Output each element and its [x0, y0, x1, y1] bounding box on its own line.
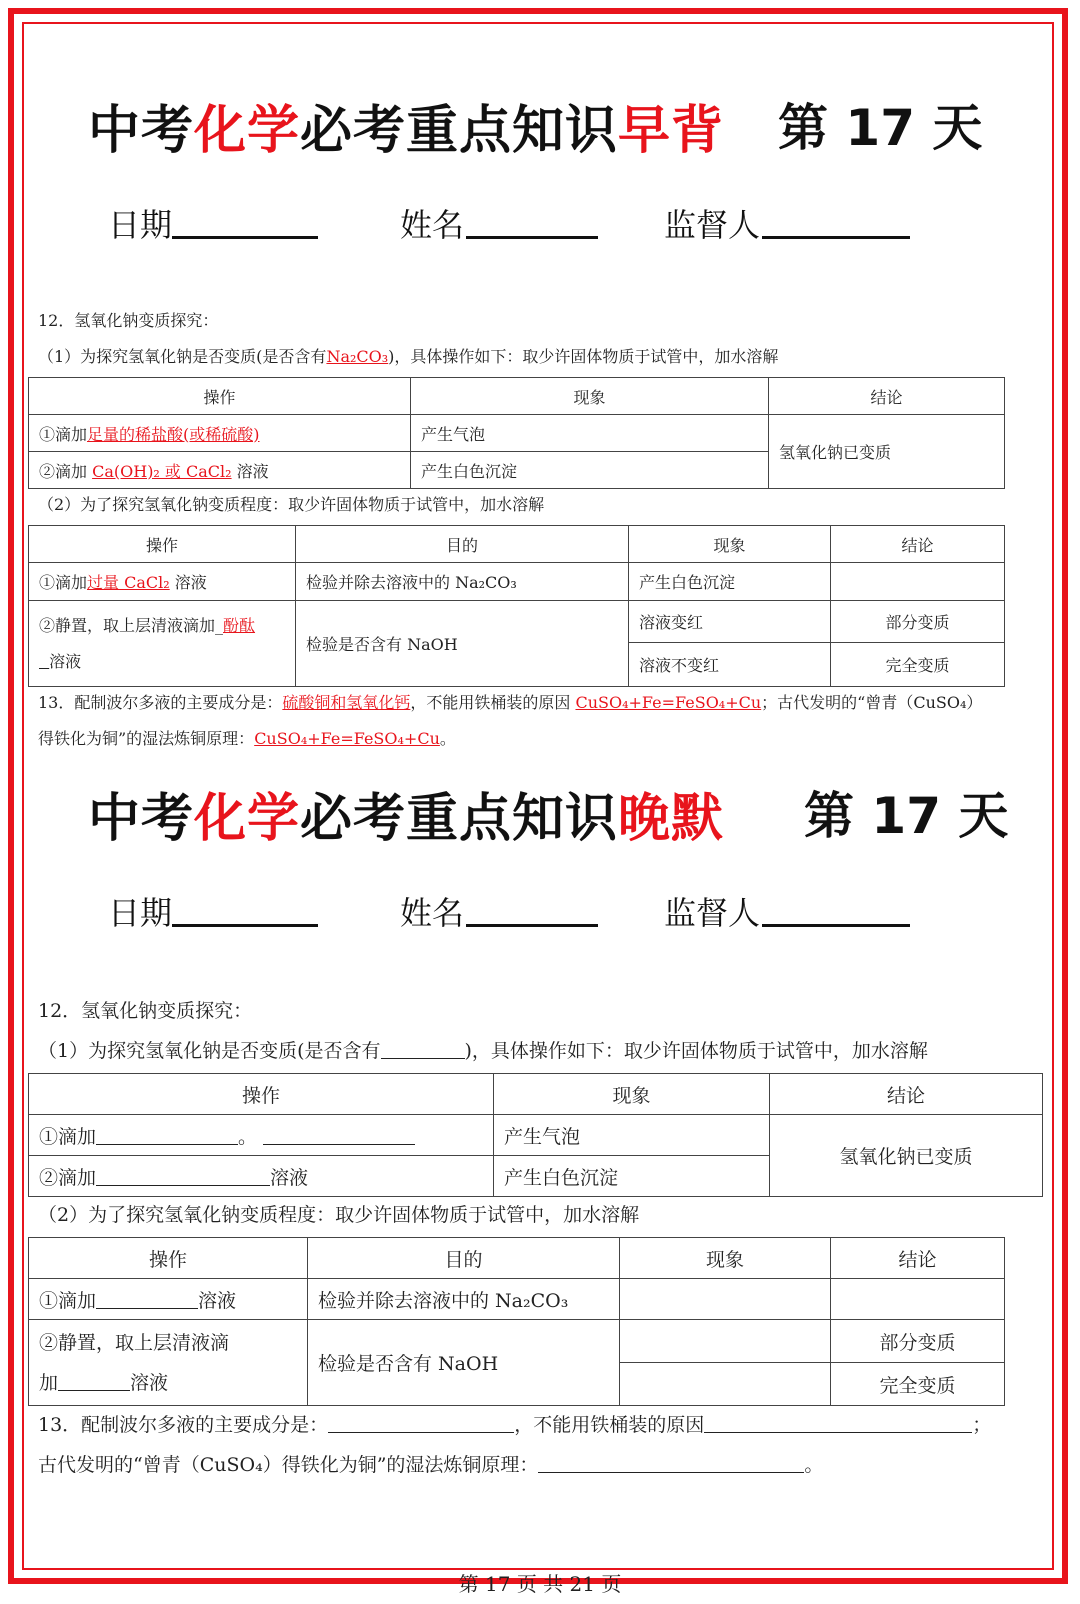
conclusion-cell[interactable] — [831, 1279, 1005, 1320]
effect-cell: 溶液变红 — [629, 601, 831, 643]
conclusion-cell: 氢氧化钠已变质 — [769, 415, 1005, 489]
operation-cell — [29, 1279, 308, 1320]
text: ②滴加 — [39, 1166, 97, 1189]
q12-part2-blank: （2）为了探究氢氧化钠变质程度：取少许固体物质于试管中，加水溶解 — [38, 1204, 640, 1226]
text: （1）为探究氢氧化钠是否变质(是否含有 — [38, 347, 327, 366]
q13-line2 — [38, 726, 456, 749]
date-line[interactable] — [172, 236, 318, 239]
title-part: 中考 — [88, 101, 195, 161]
operation-cell — [29, 415, 411, 452]
purpose-cell: 检验并除去溶液中的 Na₂CO₃ — [308, 1279, 620, 1320]
title-part-red: 晚默 — [618, 789, 725, 849]
q12-heading-blank: 12．氢氧化钠变质探究： — [38, 1000, 253, 1022]
fill-blank[interactable] — [263, 1125, 415, 1145]
text: ②滴加 — [39, 461, 93, 481]
header-cell: 目的 — [296, 526, 629, 563]
text: ①滴加 — [39, 1125, 97, 1148]
morning-day: 第 17 天 — [778, 99, 983, 157]
text: ； — [972, 1414, 992, 1436]
fill-blank[interactable] — [96, 1125, 238, 1145]
answer: 酚酞 — [223, 615, 256, 635]
evening-table-1 — [28, 1073, 1043, 1197]
text: ，不能用铁桶装的原因 — [410, 693, 576, 712]
answer: CuSO₄+Fe=FeSO₄+Cu — [575, 693, 762, 712]
operation-cell — [29, 563, 296, 601]
operation-cell — [29, 1115, 494, 1156]
evening-table-2 — [28, 1237, 1005, 1406]
q13-line1-blank — [38, 1410, 991, 1437]
title-part: 中考 — [88, 789, 195, 849]
morning-table-1 — [28, 377, 1005, 489]
text: ；古代发明的“曾青（CuSO₄） — [761, 693, 983, 712]
text: 13．配制波尔多液的主要成分是： — [38, 693, 283, 712]
text: )，具体操作如下：取少许固体物质于试管中，加水溶解 — [464, 1040, 928, 1062]
header-cell: 结论 — [831, 526, 1005, 563]
conclusion-cell: 部分变质 — [831, 1320, 1005, 1363]
effect-cell: 溶液不变红 — [629, 643, 831, 687]
operation-cell — [29, 452, 411, 489]
purpose-cell: 检验是否含有 NaOH — [308, 1320, 620, 1406]
date-label: 日期 — [108, 206, 173, 244]
fill-blank[interactable] — [96, 1289, 198, 1309]
date-line[interactable] — [172, 924, 318, 927]
header-cell: 现象 — [411, 378, 769, 415]
text: ②静置，取上层清液滴 — [39, 1331, 230, 1354]
operation-cell — [29, 1320, 308, 1406]
answer: CuSO₄+Fe=FeSO₄+Cu — [254, 729, 440, 748]
text: ①滴加 — [39, 424, 88, 444]
text: 溶液 — [198, 1289, 237, 1312]
answer: Na₂CO₃ — [326, 347, 389, 366]
text: )，具体操作如下：取少许固体物质于试管中，加水溶解 — [388, 347, 779, 366]
morning-table-2 — [28, 525, 1005, 687]
evening-day: 第 17 天 — [804, 787, 1009, 845]
conclusion-cell: 氢氧化钠已变质 — [770, 1115, 1043, 1197]
q13-line2-blank — [38, 1450, 823, 1477]
effect-cell[interactable] — [620, 1363, 831, 1406]
header-cell: 操作 — [29, 378, 411, 415]
text: 加 — [39, 1371, 59, 1394]
text: 。 — [804, 1454, 824, 1476]
page-footer: 第 17 页 共 21 页 — [458, 1572, 622, 1596]
text: 13．配制波尔多液的主要成分是： — [38, 1414, 329, 1436]
q12-part2: （2）为了探究氢氧化钠变质程度：取少许固体物质于试管中，加水溶解 — [38, 495, 545, 514]
text: 溶液 — [270, 1166, 309, 1189]
text: ①滴加 — [39, 1289, 97, 1312]
text: 溶液 — [130, 1371, 169, 1394]
effect-cell: 产生白色沉淀 — [411, 452, 769, 489]
operation-cell — [29, 601, 296, 687]
conclusion-cell: 完全变质 — [831, 1363, 1005, 1406]
conclusion-cell: 部分变质 — [831, 601, 1005, 643]
header-cell: 现象 — [494, 1074, 770, 1115]
date-label: 日期 — [108, 894, 173, 932]
text: 得铁化为铜”的湿法炼铜原理： — [38, 729, 255, 748]
effect-cell: 产生气泡 — [411, 415, 769, 452]
answer: Ca(OH)₂ 或 CaCl₂ — [92, 461, 232, 481]
fill-blank[interactable] — [538, 1453, 804, 1473]
supervisor-label: 监督人 — [664, 206, 761, 244]
header-cell: 操作 — [29, 526, 296, 563]
answer: 硫酸铜和氢氧化钙 — [282, 693, 411, 712]
header-cell: 结论 — [831, 1238, 1005, 1279]
name-line[interactable] — [466, 924, 598, 927]
supervisor-line[interactable] — [762, 236, 910, 239]
text: 。 — [439, 729, 456, 748]
title-part-red: 化学 — [194, 101, 301, 161]
name-label: 姓名 — [400, 894, 465, 932]
q12-heading: 12．氢氧化钠变质探究： — [38, 311, 219, 330]
text: 溶液 — [169, 573, 207, 592]
text: 溶液 — [231, 461, 269, 481]
effect-cell: 产生白色沉淀 — [494, 1156, 770, 1197]
purpose-cell: 检验是否含有 NaOH — [296, 601, 629, 687]
title-part: 必考重点知识 — [300, 789, 619, 849]
title-part-red: 早背 — [618, 101, 725, 161]
header-cell: 目的 — [308, 1238, 620, 1279]
answer: 过量 CaCl₂ — [87, 573, 170, 592]
q12-part1 — [38, 344, 778, 367]
text: 。 — [238, 1125, 258, 1148]
q12-part1-blank — [38, 1036, 928, 1063]
header-cell: 结论 — [769, 378, 1005, 415]
fill-blank[interactable] — [328, 1413, 514, 1433]
operation-cell — [29, 1156, 494, 1197]
text: （1）为探究氢氧化钠是否变质(是否含有 — [38, 1040, 381, 1062]
conclusion-cell: 完全变质 — [831, 643, 1005, 687]
name-label: 姓名 — [400, 206, 465, 244]
fill-blank[interactable] — [704, 1413, 972, 1433]
q13-line1 — [38, 690, 982, 713]
fill-blank[interactable] — [96, 1166, 270, 1186]
title-part-red: 化学 — [194, 789, 301, 849]
title-part: 必考重点知识 — [300, 101, 619, 161]
evening-title — [88, 776, 724, 851]
supervisor-label: 监督人 — [664, 894, 761, 932]
answer: 足量的稀盐酸(或稀硫酸) — [87, 424, 260, 444]
morning-title — [88, 88, 724, 163]
text: 古代发明的“曾青（CuSO₄）得铁化为铜”的湿法炼铜原理： — [38, 1454, 539, 1476]
text: 溶液 — [49, 651, 82, 671]
fill-blank[interactable] — [381, 1039, 465, 1059]
effect-cell[interactable] — [620, 1320, 831, 1363]
effect-cell: 产生气泡 — [494, 1115, 770, 1156]
header-cell: 操作 — [29, 1074, 494, 1115]
name-line[interactable] — [466, 236, 598, 239]
text: ，不能用铁桶装的原因 — [514, 1414, 705, 1436]
purpose-cell: 检验并除去溶液中的 Na₂CO₃ — [296, 563, 629, 601]
header-cell: 现象 — [620, 1238, 831, 1279]
fill-blank[interactable] — [58, 1371, 130, 1391]
supervisor-line[interactable] — [762, 924, 910, 927]
text: ①滴加 — [39, 573, 88, 592]
effect-cell: 产生白色沉淀 — [629, 563, 831, 601]
text: ②静置，取上层清液滴加_ — [39, 615, 224, 635]
conclusion-cell — [831, 563, 1005, 601]
header-cell: 结论 — [770, 1074, 1043, 1115]
effect-cell[interactable] — [620, 1279, 831, 1320]
header-cell: 操作 — [29, 1238, 308, 1279]
header-cell: 现象 — [629, 526, 831, 563]
